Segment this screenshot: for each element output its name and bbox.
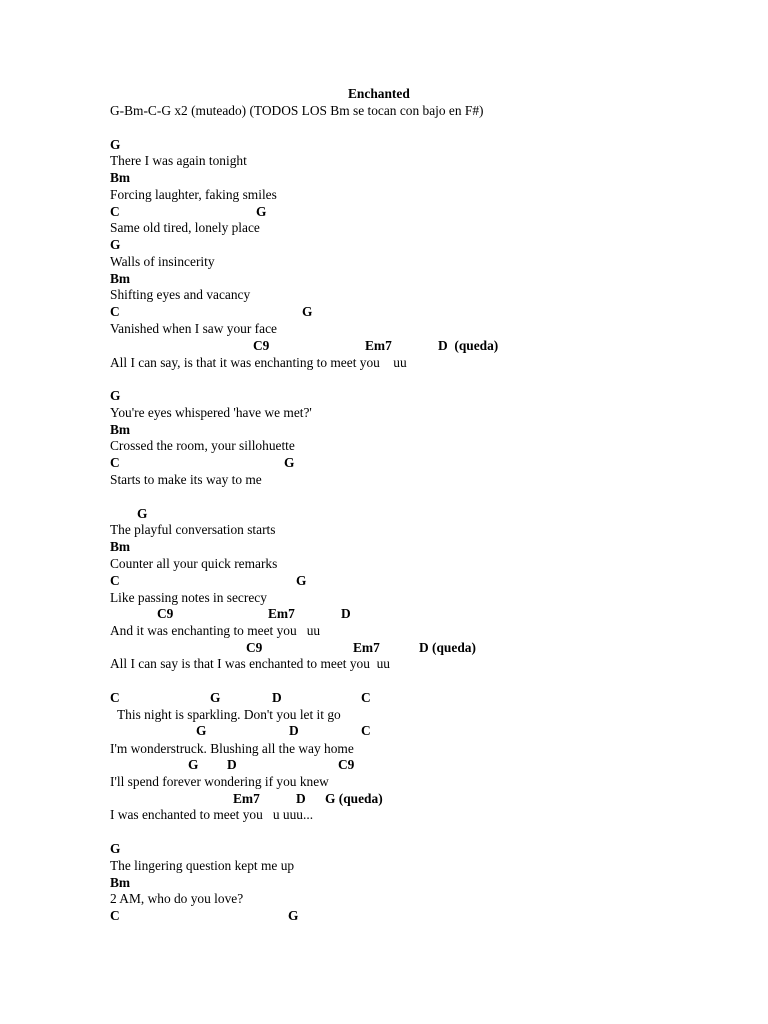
chord: C9 xyxy=(253,338,270,353)
song-title: Enchanted xyxy=(348,86,410,101)
lyric-line: Counter all your quick remarks xyxy=(110,556,278,571)
chord: C9 xyxy=(246,640,263,655)
lyric-line: And it was enchanting to meet you uu xyxy=(110,623,321,638)
lyric-line: I was enchanted to meet you u uuu... xyxy=(110,807,314,822)
chord: G (queda) xyxy=(325,791,383,806)
chord: G xyxy=(296,573,307,588)
lyric-line: All I can say, is that it was enchanting to meet you uu xyxy=(110,355,407,370)
chord: G xyxy=(210,690,221,705)
lyric-line: Walls of insincerity xyxy=(110,254,215,269)
lyric-line: Shifting eyes and vacancy xyxy=(110,287,251,302)
chord: Bm xyxy=(110,539,131,554)
chord: D xyxy=(289,723,299,738)
chord: D (queda) xyxy=(419,640,476,655)
lyric-line: I'm wonderstruck. Blushing all the way home xyxy=(110,741,354,756)
chord: C xyxy=(110,455,120,470)
chord: C xyxy=(110,573,120,588)
chord: D (queda) xyxy=(438,338,499,353)
lyric-line: You're eyes whispered 'have we met?' xyxy=(110,405,312,420)
chord: Bm xyxy=(110,170,131,185)
chord: G xyxy=(137,506,148,521)
chord: G xyxy=(302,304,313,319)
chord: C xyxy=(361,690,371,705)
chord: G xyxy=(110,137,121,152)
chord: Em7 xyxy=(365,338,392,353)
lyric-line: 2 AM, who do you love? xyxy=(110,891,244,906)
chord: G xyxy=(110,388,121,403)
chord: C xyxy=(110,908,120,923)
chord: D xyxy=(341,606,351,621)
lyric-line: Crossed the room, your sillohuette xyxy=(110,438,295,453)
lyric-line: Starts to make its way to me xyxy=(110,472,262,487)
lyric-line: The lingering question kept me up xyxy=(110,858,295,873)
chord: Bm xyxy=(110,271,131,286)
chord: G xyxy=(110,237,121,252)
chord: C9 xyxy=(157,606,174,621)
chord: C xyxy=(110,204,120,219)
lyric-line: Forcing laughter, faking smiles xyxy=(110,187,277,202)
chord: G xyxy=(196,723,207,738)
lyric-line: Like passing notes in secrecy xyxy=(110,590,267,605)
chord: Em7 xyxy=(233,791,260,806)
lyric-line: The playful conversation starts xyxy=(110,522,276,537)
chord: C xyxy=(110,690,120,705)
chord: G xyxy=(288,908,299,923)
chord: G xyxy=(110,841,121,856)
chord: C xyxy=(361,723,371,738)
lyric-line: All I can say is that I was enchanted to meet you uu xyxy=(110,656,391,671)
chord: Em7 xyxy=(353,640,380,655)
lyric-line: Same old tired, lonely place xyxy=(110,220,260,235)
chord: G xyxy=(284,455,295,470)
chord: D xyxy=(296,791,306,806)
lyric-line: Vanished when I saw your face xyxy=(110,321,277,336)
chord: G xyxy=(256,204,267,219)
intro-line: G-Bm-C-G x2 (muteado) (TODOS LOS Bm se tocan con bajo en F#) xyxy=(110,103,484,118)
lyric-line: There I was again tonight xyxy=(110,153,247,168)
chord: Bm xyxy=(110,875,131,890)
chord: Em7 xyxy=(268,606,295,621)
lyric-line: This night is sparkling. Don't you let it go xyxy=(117,707,341,722)
chord: D xyxy=(227,757,237,772)
chord: G xyxy=(188,757,199,772)
chord: D xyxy=(272,690,282,705)
chord: C xyxy=(110,304,120,319)
lyric-line: I'll spend forever wondering if you knew xyxy=(110,774,329,789)
chord: Bm xyxy=(110,422,131,437)
chord: C9 xyxy=(338,757,355,772)
